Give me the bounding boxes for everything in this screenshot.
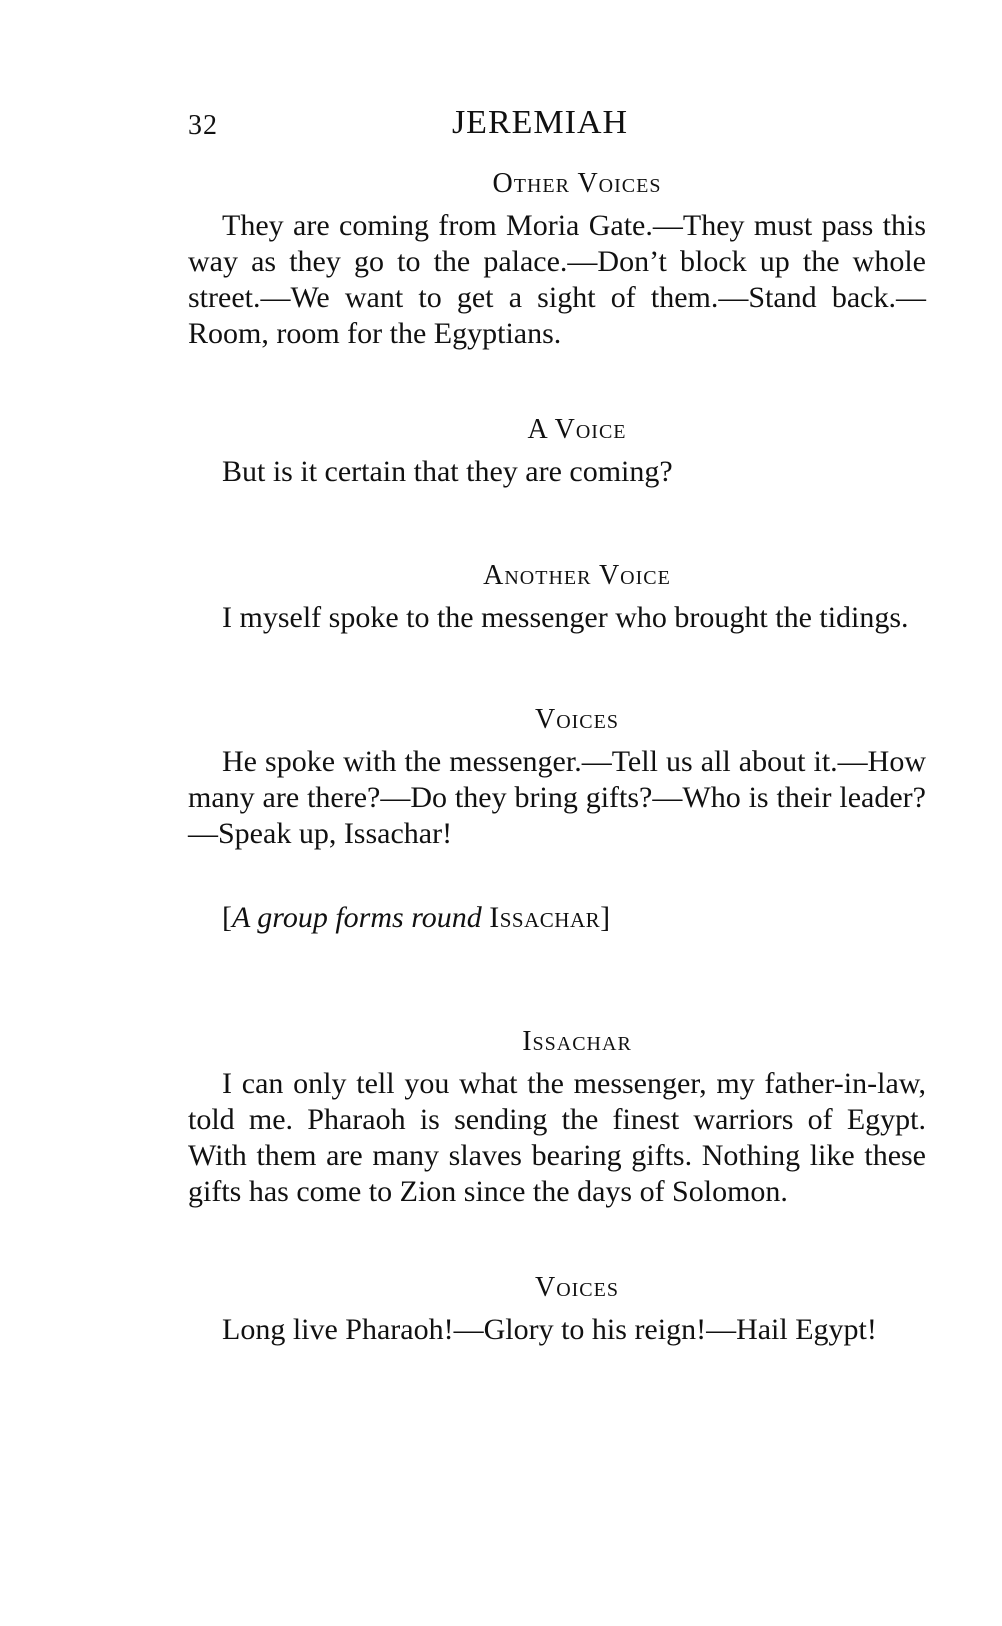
speech-text: I myself spoke to the messenger who brought the tidings. xyxy=(222,601,909,634)
dialogue-block xyxy=(188,560,926,636)
speaker-heading: A Voice xyxy=(527,414,627,445)
dialogue-block xyxy=(188,414,926,490)
stage-direction-close-bracket: ] xyxy=(600,901,611,934)
speaker-heading: Voices xyxy=(534,704,619,735)
stage-direction-italic: A group forms round xyxy=(232,901,482,934)
dialogue-block xyxy=(188,168,926,352)
stage-direction xyxy=(188,900,926,936)
speech-text: They are coming from Moria Gate.—They must pass this way as they go to the palace.—Don’t block up the whole street.—We want to get a sight of them.—Stand back.—Room, room for the Egyptians. xyxy=(188,209,926,350)
speech-text: I can only tell you what the messenger, my father-in-law, told me. Pharaoh is sending the finest warriors of Egypt. With them are many slaves bearing gifts. Nothing like these gifts has come to Zion since the days of Solomon. xyxy=(188,1067,926,1208)
speaker-heading: Another Voice xyxy=(483,560,671,591)
speaker-heading: Issachar xyxy=(522,1026,632,1057)
speaker-heading: Other Voices xyxy=(492,168,662,199)
speech-text: Long live Pharaoh!—Glory to his reign!—Hail Egypt! xyxy=(222,1313,877,1346)
stage-direction-open-bracket: [ xyxy=(222,901,232,934)
speaker-heading: Voices xyxy=(534,1272,619,1303)
page-number: 32 xyxy=(188,110,218,141)
running-head: JEREMIAH xyxy=(451,104,629,141)
speech-text: He spoke with the messenger.—Tell us all about it.—How many are there?—Do they bring gifts?—Who is their leader?—Speak up, Issachar! xyxy=(188,745,926,850)
dialogue-block xyxy=(188,704,926,852)
dialogue-block xyxy=(188,1272,926,1348)
stage-direction-name: Issachar xyxy=(489,901,601,934)
dialogue-block xyxy=(188,1026,926,1210)
speech-text: But is it certain that they are coming? xyxy=(222,455,673,488)
